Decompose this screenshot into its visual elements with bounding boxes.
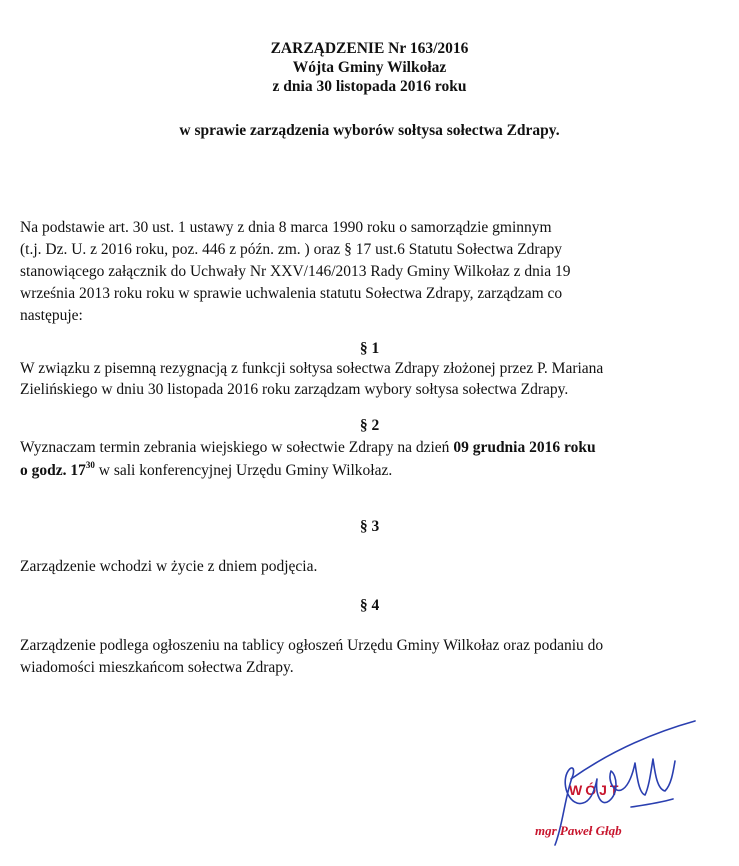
preamble-line: (t.j. Dz. U. z 2016 roku, poz. 446 z późn. zm. ) oraz § 17 ust.6 Statutu Sołectwa Zdrapy xyxy=(20,241,562,258)
section-2-heading: § 2 xyxy=(359,417,380,434)
section-2-line xyxy=(20,439,672,457)
document-subject: w sprawie zarządzenia wyborów sołtysa sołectwa Zdrapy. xyxy=(179,122,560,139)
preamble-line: stanowiącego załącznik do Uchwały Nr XXV/146/2013 Rady Gminy Wilkołaz z dnia 19 xyxy=(20,263,571,280)
preamble-line: następuje: xyxy=(20,307,83,324)
stamp-name: mgr Paweł Głąb xyxy=(535,823,622,838)
section-4-heading: § 4 xyxy=(359,597,380,614)
section-2-text: w sali konferencyjnej Urzędu Gminy Wilkołaz. xyxy=(94,462,393,479)
meeting-time-hour: o godz. 17 xyxy=(20,462,86,479)
section-1-line: W związku z pisemną rezygnacją z funkcji sołtysa sołectwa Zdrapy złożonej przez P. Mariana xyxy=(20,360,604,377)
section-4-line: Zarządzenie podlega ogłoszeniu na tablicy ogłoszeń Urzędu Gminy Wilkołaz oraz podaniu do xyxy=(20,637,604,654)
section-3-line: Zarządzenie wchodzi w życie z dniem podjęcia. xyxy=(20,558,318,575)
meeting-time-minutes: 30 xyxy=(85,460,95,470)
meeting-date: 09 grudnia 2016 roku xyxy=(453,439,596,456)
preamble-line: września 2013 roku roku w sprawie uchwalenia statutu Sołectwa Zdrapy, zarządzam co xyxy=(20,285,563,302)
meeting-time xyxy=(20,462,95,479)
section-4-line: wiadomości mieszkańcom sołectwa Zdrapy. xyxy=(20,659,294,676)
section-1-heading: § 1 xyxy=(359,340,380,357)
section-2-text: Wyznaczam termin zebrania wiejskiego w sołectwie Zdrapy na dzień xyxy=(20,439,454,456)
signature-stamp xyxy=(535,715,735,866)
document-issuer: Wójta Gminy Wilkołaz xyxy=(292,59,447,76)
document-date: z dnia 30 listopada 2016 roku xyxy=(272,78,467,95)
section-2-line xyxy=(20,462,392,480)
stamp-title: WÓJT xyxy=(569,782,622,798)
preamble-line: Na podstawie art. 30 ust. 1 ustawy z dnia 8 marca 1990 roku o samorządzie gminnym xyxy=(20,219,552,236)
section-3-heading: § 3 xyxy=(359,518,380,535)
document-title: ZARZĄDZENIE Nr 163/2016 xyxy=(270,40,469,57)
section-1-line: Zielińskiego w dniu 30 listopada 2016 roku zarządzam wybory sołtysa sołectwa Zdrapy. xyxy=(20,381,569,398)
